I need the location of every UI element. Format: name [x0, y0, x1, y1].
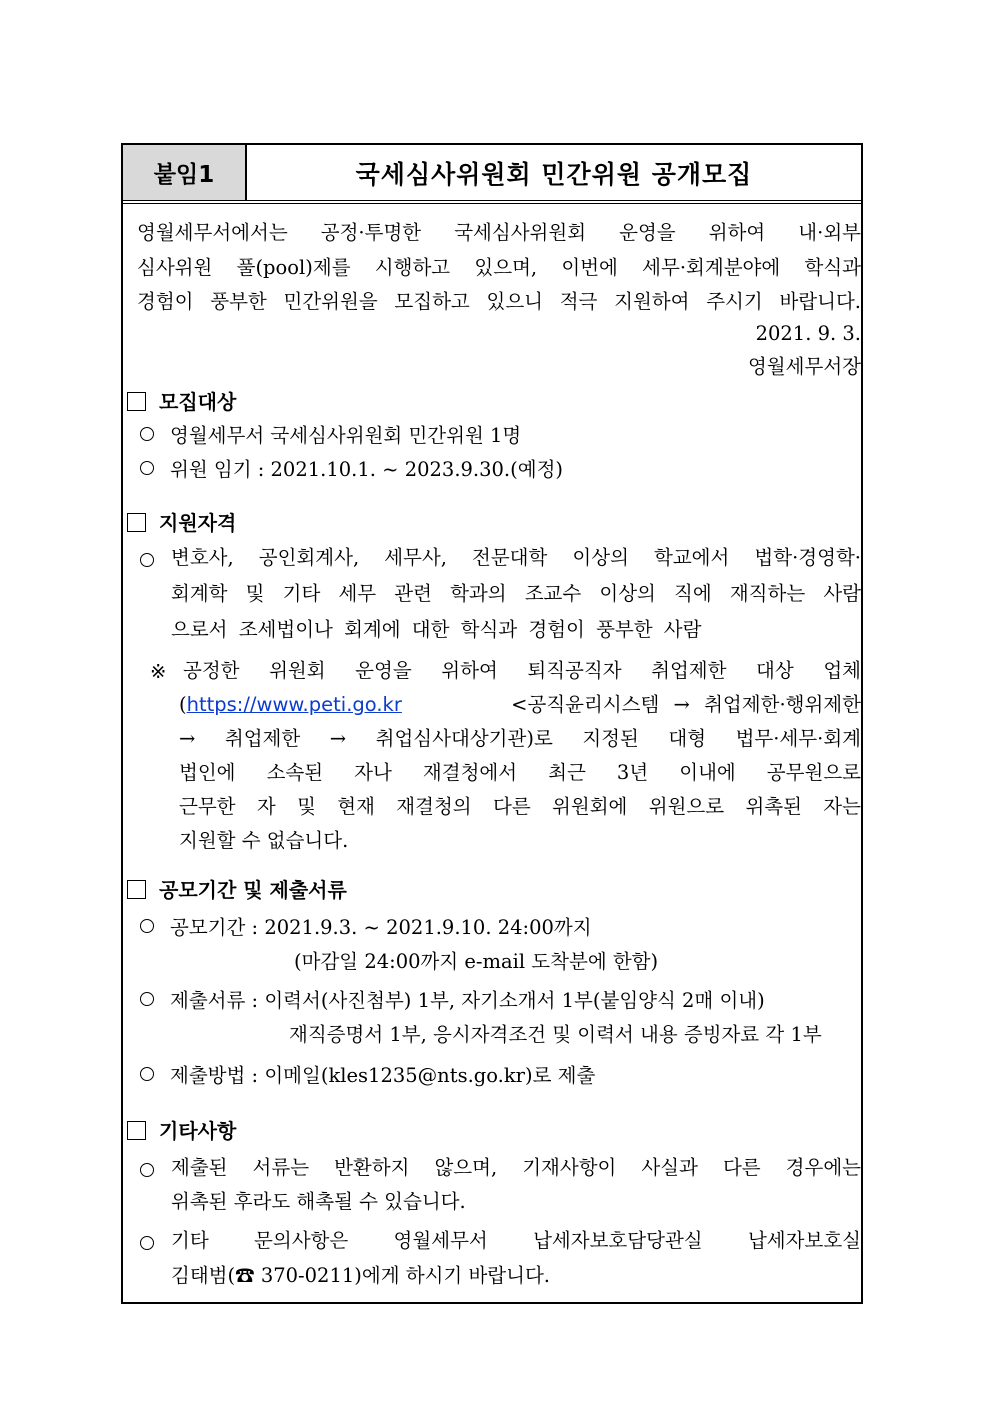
period-row: 공모기간 : 2021.9.3. ~ 2021.9.10. 24:00까지 — [140, 918, 592, 938]
note-line-5: 근무한 자 및 현재 재결청의 다른 위원회에 위원으로 위촉된 자는 — [179, 795, 861, 818]
note-line-4: 법인에 소속된 자나 재결청에서 최근 3년 이내에 공무원으로 — [179, 761, 861, 784]
checkbox-square-icon — [127, 880, 146, 899]
section-others — [127, 1115, 236, 1144]
section-recruit-target — [127, 386, 236, 415]
section-title: 기타사항 — [159, 1119, 237, 1143]
list-item: 위원 임기 : 2021.10.1. ~ 2023.9.30.(예정) — [140, 460, 563, 480]
circle-bullet-icon — [140, 1067, 154, 1081]
attachment-tag: 붙임1 — [123, 145, 247, 200]
intro-line-3: 경험이 풍부한 민간위원을 모집하고 있으니 적극 지원하여 주시기 바랍니다. — [137, 290, 861, 313]
others-line-1: 제출된 서류는 반환하지 않으며, 기재사항이 사실과 다른 경우에는 — [171, 1156, 861, 1179]
section-title: 지원자격 — [159, 511, 237, 535]
checkbox-square-icon — [127, 513, 146, 532]
others-line-4: 김태범(☎ 370-0211)에게 하시기 바랍니다. — [171, 1264, 550, 1287]
documents-line-2: 재직증명서 1부, 응시자격조건 및 이력서 내용 증빙자료 각 1부 — [289, 1023, 822, 1046]
note-line-2: (https://www.peti.go.kr <공직윤리시스템 → 취업제한·행위제한 — [179, 693, 861, 716]
checkbox-square-icon — [127, 1121, 146, 1140]
reference-mark-icon: ※ — [150, 660, 167, 683]
section-eligibility — [127, 507, 236, 536]
circle-bullet-icon — [140, 1163, 154, 1177]
note-line-6: 지원할 수 없습니다. — [179, 829, 349, 852]
circle-bullet-icon — [140, 919, 154, 933]
header-divider — [123, 200, 861, 201]
header-row — [123, 145, 861, 200]
method-row: 제출방법 : 이메일(kles1235@nts.go.kr)로 제출 — [140, 1066, 595, 1086]
notice-date: 2021. 9. 3. — [755, 322, 861, 345]
checkbox-square-icon — [127, 392, 146, 411]
circle-bullet-icon — [140, 553, 154, 567]
circle-bullet-icon — [140, 461, 154, 475]
header-divider-double — [123, 203, 861, 204]
section-title: 모집대상 — [159, 390, 237, 414]
circle-bullet-icon — [140, 427, 154, 441]
others-line-3: 기타 문의사항은 영월세무서 납세자보호담당관실 납세자보호실 — [171, 1229, 861, 1252]
eligibility-line-2: 회계학 및 기타 세무 관련 학과의 조교수 이상의 직에 재직하는 사람 — [171, 582, 861, 605]
eligibility-line-3: 으로서 조세법이나 회계에 대한 학식과 경험이 풍부한 사람 — [171, 618, 702, 641]
section-period-documents — [127, 874, 347, 903]
page-title: 국세심사위원회 민간위원 공개모집 — [355, 159, 753, 189]
eligibility-line-1: 변호사, 공인회계사, 세무사, 전문대학 이상의 학교에서 법학·경영학· — [171, 546, 861, 569]
circle-bullet-icon — [140, 1236, 154, 1250]
circle-bullet-icon — [140, 992, 154, 1006]
intro-line-2: 심사위원 풀(pool)제를 시행하고 있으며, 이번에 세무·회계분야에 학식과 — [137, 256, 861, 279]
issuer: 영월세무서장 — [747, 355, 861, 378]
peti-link[interactable]: https://www.peti.go.kr — [186, 693, 402, 716]
documents-row: 제출서류 : 이력서(사진첨부) 1부, 자기소개서 1부(붙임양식 2매 이내) — [140, 991, 765, 1011]
others-line-2: 위촉된 후라도 해촉될 수 있습니다. — [171, 1190, 466, 1213]
intro-line-1: 영월세무서에서는 공정·투명한 국세심사위원회 운영을 위하여 내·외부 — [137, 221, 861, 244]
section-title: 공모기간 및 제출서류 — [159, 878, 347, 902]
note-line-1: 공정한 위원회 운영을 위하여 퇴직공직자 취업제한 대상 업체 — [183, 659, 861, 682]
note-line-3: → 취업제한 → 취업심사대상기관)로 지정된 대형 법무·세무·회계 — [179, 727, 861, 750]
period-note: (마감일 24:00까지 e-mail 도착분에 한함) — [294, 950, 659, 973]
list-item: 영월세무서 국세심사위원회 민간위원 1명 — [140, 426, 521, 446]
